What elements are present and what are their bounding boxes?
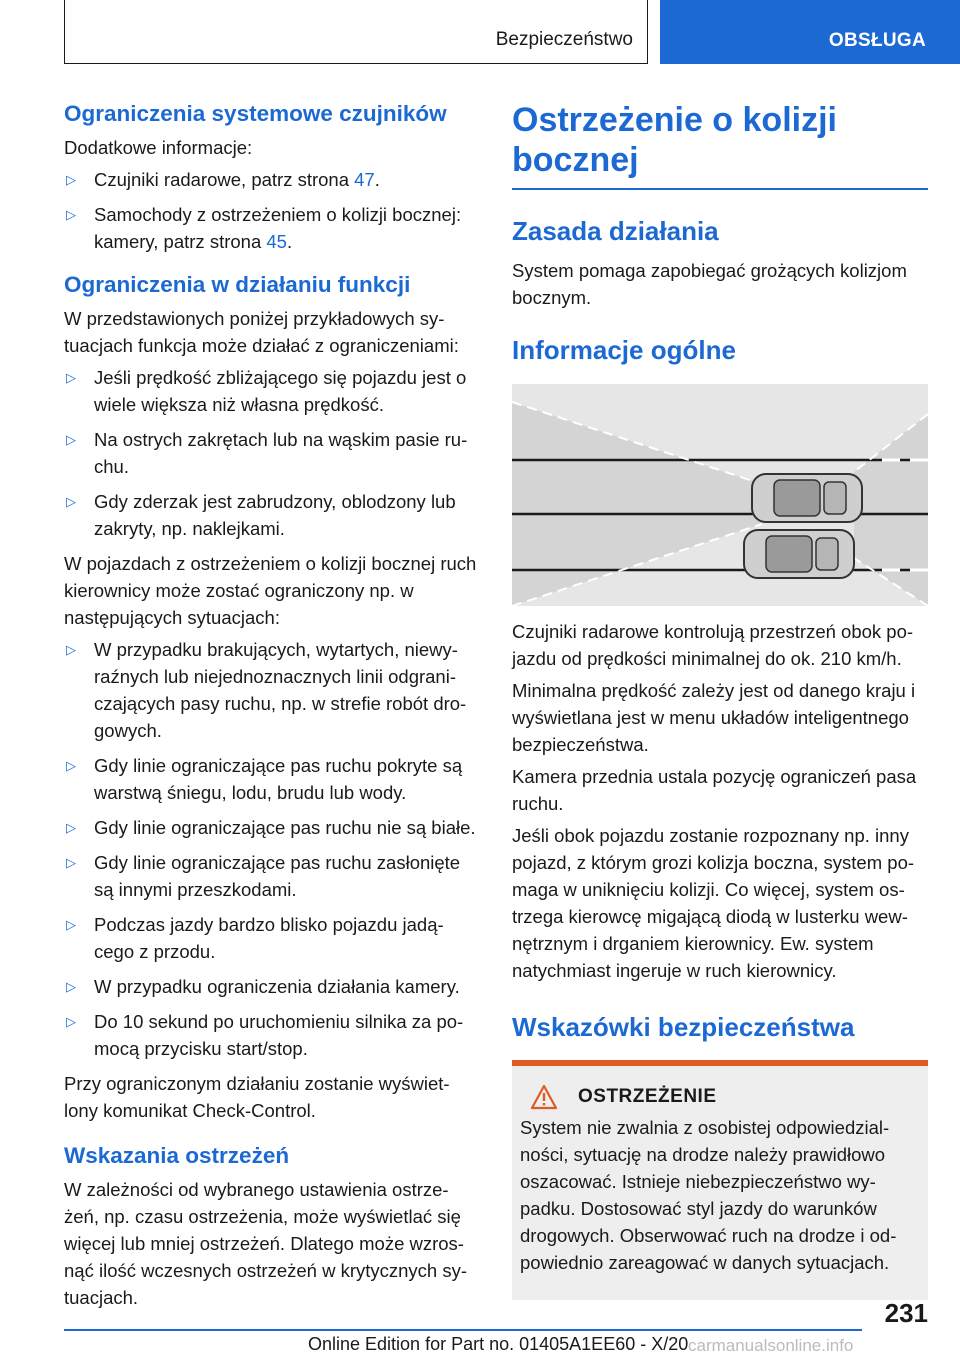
list-item: ▷ Gdy linie ograniczające pas ruchu nie są białe. [64, 814, 478, 841]
function-limits-list [64, 364, 478, 542]
list-item: ▷ Do 10 sekund po uruchomieniu silnika za po-mocą przycisku start/stop. [64, 1008, 478, 1062]
list-item: ▷ Na ostrych zakrętach lub na wąskim pasie ru-chu. [64, 426, 478, 480]
triangle-bullet-icon: ▷ [66, 855, 76, 870]
triangle-bullet-icon: ▷ [66, 642, 76, 657]
general-paragraph: Czujniki radarowe kontrolują przestrzeń obok po-jazdu od prędkości minimalnej do ok. 210 km/h. [512, 621, 914, 670]
page-number: 231 [884, 1298, 928, 1328]
general-paragraph: Minimalna prędkość zależy jest od danego kraju i wyświetlana jest w menu układów inteligentnego bezpieczeństwa. [512, 680, 916, 756]
rear-radar-cone [512, 402, 762, 606]
sensor-limits-heading: Ograniczenia systemowe czujników [64, 101, 447, 126]
list-item: ▷ Samochody z ostrzeżeniem o kolizji bocznej: kamery, patrz strona 45. [64, 201, 478, 255]
warnings-display-text: W zależności od wybranego ustawienia ostrze-żeń, np. czasu ostrzeżenia, może wyświetlać się więcej lub mniej ostrzeżeń. Dlatego może wzros-nąć ilość wczesnych ostrzeżeń w krytycznych sy-tuacjach. [64, 1179, 468, 1308]
page-title: Ostrzeżenie o kolizji bocznej [512, 101, 837, 179]
list-item: ▷ Gdy zderzak jest zabrudzony, oblodzony lub zakryty, np. naklejkami. [64, 488, 478, 542]
triangle-bullet-icon: ▷ [66, 172, 76, 187]
triangle-bullet-icon: ▷ [66, 494, 76, 509]
list-item: ▷ W przypadku ograniczenia działania kamery. [64, 973, 478, 1000]
warning-text: System nie zwalnia z osobistej odpowiedzial-ności, sytuację na drodze należy prawidłowo oszacować. Istnieje niebezpieczeństwo wy-padku. Dostosować styl jazdy do warunków drogowych. Obserwować ruch na drodze i od-powiednio zareagować w danych sytuacjach. [520, 1116, 897, 1273]
warning-header [520, 1084, 920, 1110]
radar-coverage-diagram [512, 384, 928, 606]
car-icon [752, 474, 862, 522]
safety-tips-heading: Wskazówki bezpieczeństwa [512, 1012, 855, 1043]
left-column [64, 100, 478, 1316]
triangle-bullet-icon: ▷ [66, 820, 76, 835]
triangle-bullet-icon: ▷ [66, 979, 76, 994]
header-tab[interactable] [660, 0, 960, 64]
list-item: ▷ Podczas jazdy bardzo blisko pojazdu jadą-cego z przodu. [64, 911, 478, 965]
triangle-bullet-icon: ▷ [66, 432, 76, 447]
triangle-bullet-icon: ▷ [66, 370, 76, 385]
principle-heading: Zasada działania [512, 216, 719, 246]
header-tab-label: OBSŁUGA [828, 30, 926, 51]
list-item: ▷ Czujniki radarowe, patrz strona 47. [64, 166, 478, 193]
watermark: carmanualsonline.info [688, 1336, 854, 1355]
triangle-bullet-icon: ▷ [66, 1014, 76, 1029]
triangle-bullet-icon: ▷ [66, 917, 76, 932]
principle-text: System pomaga zapobiegać grożących kolizjom bocznym. [512, 260, 907, 309]
warning-title: OSTRZEŻENIE [578, 1085, 717, 1107]
steering-limits-intro: W pojazdach z ostrzeżeniem o kolizji bocznej ruch kierownicy może zostać ograniczony np. w następujących sytuacjach: [64, 553, 477, 628]
side-collision-illustration [512, 384, 928, 606]
list-item: ▷ Gdy linie ograniczające pas ruchu pokryte są warstwą śniegu, lodu, brudu lub wody. [64, 752, 478, 806]
sensor-limits-list [64, 166, 478, 255]
header-section-box [64, 0, 648, 64]
warning-triangle-icon [530, 1084, 558, 1110]
warning-box [512, 1066, 928, 1300]
check-control-note: Przy ograniczonym działaniu zostanie wyświet-lony komunikat Check-Control. [64, 1073, 450, 1121]
steering-limits-list [64, 636, 478, 1062]
function-limits-intro: W przedstawionych poniżej przykładowych sy-tuacjach funkcja może działać z ograniczeniami: [64, 308, 459, 356]
warnings-display-heading: Wskazania ostrzeżeń [64, 1143, 290, 1168]
triangle-bullet-icon: ▷ [66, 758, 76, 773]
list-item: ▷ Jeśli prędkość zbliżającego się pojazdu jest o wiele większa niż własna prędkość. [64, 364, 478, 418]
right-column [512, 100, 928, 1300]
footer-rule [64, 1329, 862, 1331]
car-icon [744, 530, 854, 578]
page-link[interactable]: 47 [354, 169, 375, 190]
function-limits-heading: Ograniczenia w działaniu funkcji [64, 272, 411, 297]
title-rule [512, 188, 928, 190]
front-radar-cone [854, 414, 928, 606]
footer-edition: Online Edition for Part no. 01405A1EE60 - X/20 [308, 1334, 689, 1354]
general-paragraph: Kamera przednia ustala pozycję ograniczeń pasa ruchu. [512, 766, 917, 815]
list-item: ▷ Gdy linie ograniczające pas ruchu zasłonięte są innymi przeszkodami. [64, 849, 478, 903]
header-section-title: Bezpieczeństwo [495, 29, 633, 50]
general-paragraph: Jeśli obok pojazdu zostanie rozpoznany np. inny pojazd, z którym grozi kolizja boczna, system po-maga w uniknięciu kolizji. Co więcej, system os-trzega kierowcę migającą diodą w lusterku wew-nętrznym i drganiem kierownicy. Ew. system natychmiast ingeruje w ruch kierownicy. [512, 825, 915, 982]
sensor-limits-intro: Dodatkowe informacje: [64, 137, 253, 158]
triangle-bullet-icon: ▷ [66, 207, 76, 222]
page-link[interactable]: 45 [266, 231, 287, 252]
general-info-heading: Informacje ogólne [512, 335, 736, 366]
list-item: ▷ W przypadku brakujących, wytartych, niewy-raźnych lub niejednoznacznych linii odgrani-czających pasy ruchu, np. w strefie robót dro-gowych. [64, 636, 478, 744]
